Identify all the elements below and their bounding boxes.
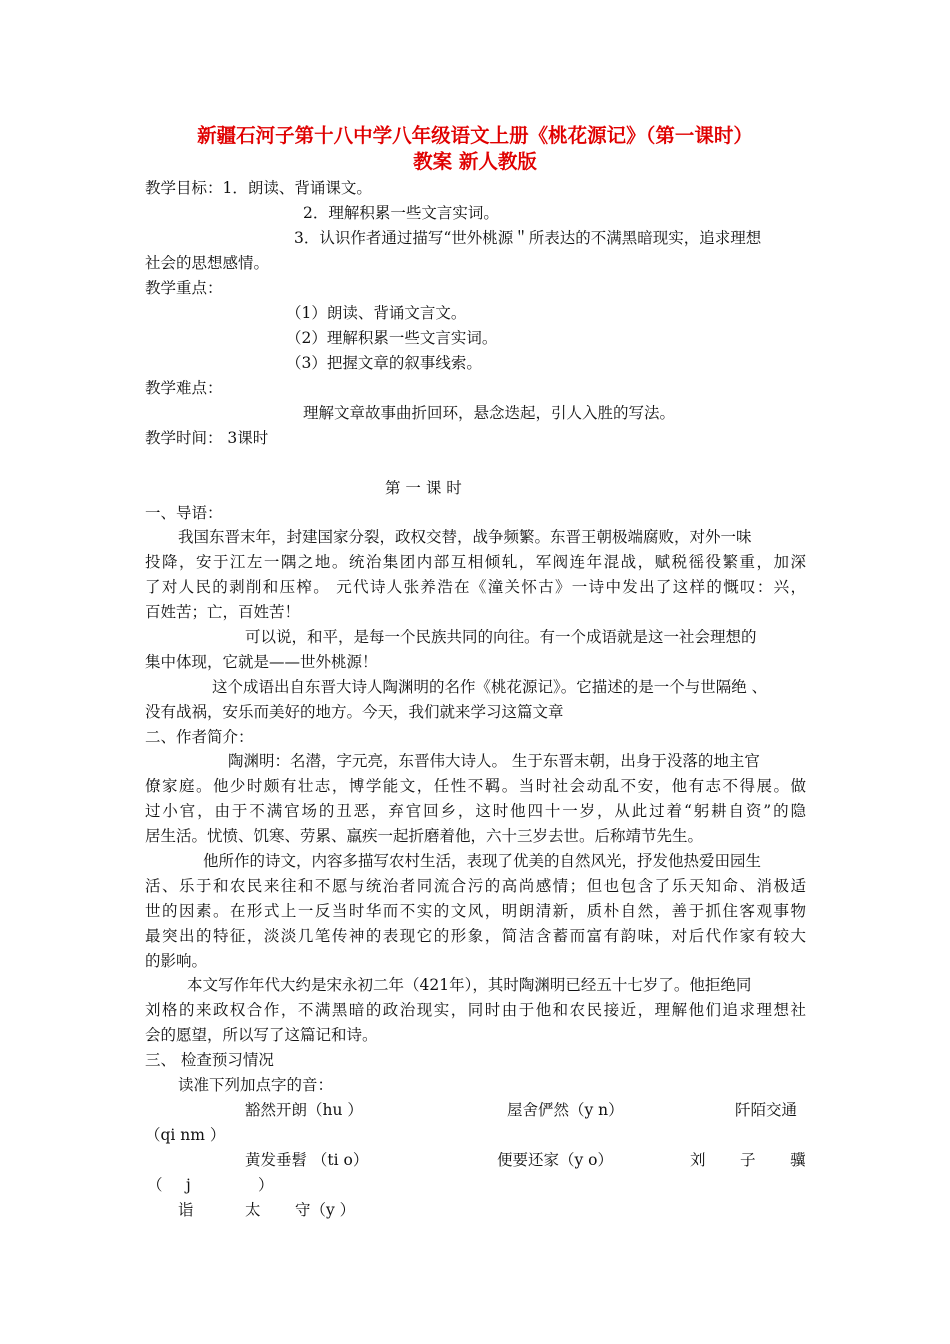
difficulties-label: 教学难点：	[145, 379, 223, 397]
author-p2-line: 最突出的特征，淡淡几笔传神的表现它的形象，简洁含蓄而富有韵味，对后代作家有较大	[145, 927, 806, 945]
pronunciation-char: 骥	[790, 1151, 806, 1169]
intro-p3-line: 这个成语出自东晋大诗人陶渊明的名作《桃花源记》。它描述的是一个与世隔绝 、	[212, 678, 768, 696]
intro-p1-line: 了对人民的剥削和压榨。 元代诗人张养浩在《潼关怀古》一诗中发出了这样的慨叹：兴，	[145, 578, 806, 596]
intro-p1-line: 我国东晋末年，封建国家分裂，政权交替，战争频繁。东晋王朝极端腐败，对外一味	[178, 528, 752, 546]
objective-item-3-line2: 社会的思想感情。	[145, 254, 270, 272]
author-p3-line: 本文写作年代大约是宋永初二年（421年），其时陶渊明已经五十七岁了。他拒绝同	[187, 976, 752, 994]
pronunciation-item: 屋舍俨然（y n）	[507, 1101, 624, 1119]
pronunciation-paren: ）	[258, 1176, 274, 1194]
section-heading-intro: 一、导语：	[145, 504, 223, 522]
objective-item-2: 2．理解积累一些文言实词。	[303, 204, 499, 222]
intro-p1-line: 投降，安于江左一隅之地。统治集团内部互相倾轧，军阀连年混战，赋税徭役繁重，加深	[145, 553, 806, 571]
section-heading-preview: 三、 检查预习情况	[145, 1051, 274, 1069]
teaching-time: 教学时间： 3课时	[145, 429, 269, 447]
intro-p1-line: 百姓苦；亡，百姓苦！	[145, 603, 301, 621]
section-heading-author: 二、作者简介：	[145, 728, 254, 746]
pronunciation-item: 豁然开朗（hu ）	[245, 1101, 363, 1119]
author-p2-line: 的影响。	[145, 952, 208, 970]
key-point-item: （2）理解积累一些文言实词。	[286, 329, 498, 347]
pronunciation-char: 刘	[690, 1151, 706, 1169]
key-point-item: （3）把握文章的叙事线索。	[286, 354, 482, 372]
author-p2-line: 活、乐于和农民来往和不愿与统治者同流合污的高尚感情；但也包含了乐天知命、消极适	[145, 877, 806, 895]
document-title-line2: 教案 新人教版	[413, 150, 537, 173]
document-title-line1: 新疆石河子第十八中学八年级语文上册《桃花源记》（第一课时）	[197, 124, 753, 147]
pronunciation-item-cont: （qi nm ）	[145, 1126, 226, 1144]
author-p3-line: 刘格的来政权合作，不满黑暗的政治现实，同时由于他和农民接近，理解他们追求理想社	[145, 1001, 806, 1019]
author-p2-line: 世的因素。在形式上一反当时华而不实的文风，明朗清新，质朴自然，善于抓住客观事物	[145, 902, 806, 920]
intro-p3-line: 没有战祸，安乐而美好的地方。今天，我们就来学习这篇文章	[145, 703, 564, 721]
objectives-label: 教学目标：1．朗读、背诵课文。	[145, 179, 372, 197]
pronunciation-char: 诣	[178, 1201, 194, 1219]
key-point-item: （1）朗读、背诵文言文。	[286, 304, 467, 322]
author-p1-line: 居生活。忧愤、饥寒、劳累、羸疾一起折磨着他，六十三岁去世。后称靖节先生。	[145, 827, 704, 845]
lesson-heading: 第 一 课 时	[385, 479, 462, 497]
pronunciation-paren: （	[147, 1176, 163, 1194]
pronunciation-char: 子	[740, 1151, 756, 1169]
pronunciation-item: 守（y ）	[295, 1201, 356, 1219]
objective-item-3-line1: 3．认识作者通过描写“世外桃源＂所表达的不满黑暗现实，追求理想	[294, 229, 762, 247]
pronunciation-char: 太	[245, 1201, 261, 1219]
pronunciation-item: 便要还家（y o）	[497, 1151, 614, 1169]
author-p1-line: 僚家庭。他少时颇有壮志，博学能文，任性不羁。当时社会动乱不安，他有志不得展。做	[145, 777, 806, 795]
intro-p2-line: 集中体现，它就是——世外桃源！	[145, 653, 378, 671]
author-p2-line: 他所作的诗文，内容多描写农村生活，表现了优美的自然风光，抒发他热爱田园生	[203, 852, 762, 870]
author-p3-line: 会的愿望，所以写了这篇记和诗。	[145, 1026, 378, 1044]
intro-p2-line: 可以说，和平，是每一个民族共同的向往。有一个成语就是这一社会理想的	[245, 628, 757, 646]
key-points-label: 教学重点：	[145, 279, 223, 297]
pronunciation-pinyin: j	[186, 1176, 191, 1194]
pronunciation-item: 阡陌交通	[735, 1101, 798, 1119]
pronunciation-item: 黄发垂髫 （ti o）	[245, 1151, 369, 1169]
author-p1-line: 过小官，由于不满官场的丑恶，弃官回乡，这时他四十一岁，从此过着“躬耕自资”的隐	[145, 802, 806, 820]
author-p1-line: 陶渊明：名潜，字元亮，东晋伟大诗人。 生于东晋末朝，出身于没落的地主官	[228, 752, 760, 770]
preview-instruction: 读准下列加点字的音：	[178, 1076, 334, 1094]
difficulties-text: 理解文章故事曲折回环，悬念迭起，引人入胜的写法。	[303, 404, 676, 422]
